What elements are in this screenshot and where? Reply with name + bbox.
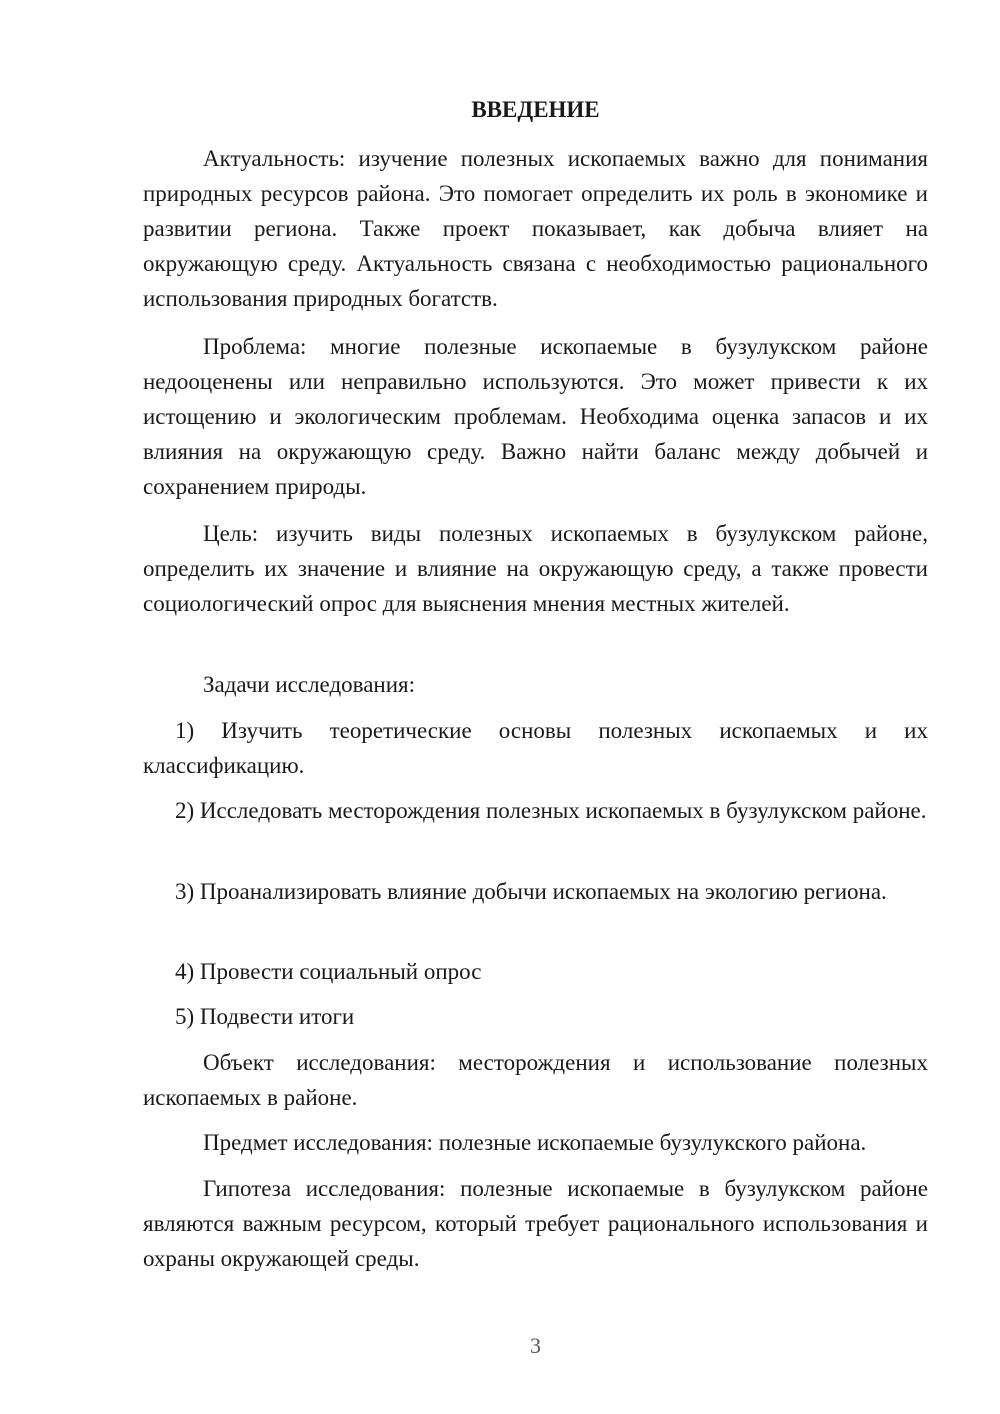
task-item-3: 3) Проанализировать влияние добычи ископаемых на экологию региона. — [175, 879, 887, 904]
task-item-5: 5) Подвести итоги — [175, 1004, 355, 1029]
paragraph-goal: Цель: изучить виды полезных ископаемых в бузулукском районе, определить их значение и влияние на окружающую среду, а также провести социологический опрос для выяснения мнения местных жителей. — [143, 521, 928, 616]
paragraph-subject: Предмет исследования: полезные ископаемые бузулукского района. — [203, 1130, 867, 1155]
task-item-1: 1) Изучить теоретические основы полезных ископаемых и их классификацию. — [143, 718, 928, 778]
paragraph-object: Объект исследования: месторождения и использование полезных ископаемых в районе. — [143, 1050, 928, 1110]
task-item-4: 4) Провести социальный опрос — [175, 959, 482, 984]
section-title: ВВЕДЕНИЕ — [471, 97, 600, 122]
task-item-2: 2) Исследовать месторождения полезных ископаемых в бузулукском районе. — [175, 798, 927, 823]
paragraph-hypothesis: Гипотеза исследования: полезные ископаемые в бузулукском районе являются важным ресурсом, который требует рационального использования и охраны окружающей среды. — [143, 1176, 928, 1271]
tasks-heading: Задачи исследования: — [203, 672, 416, 697]
page-number: 3 — [530, 1333, 541, 1358]
paragraph-relevance: Актуальность: изучение полезных ископаемых важно для понимания природных ресурсов района. Это помогает определить их роль в экономике и развитии региона. Также проект показывает, как добыча влияет на окружающую среду. Актуальность связана с необходимостью рационального использования природных богатств. — [143, 146, 928, 311]
paragraph-problem: Проблема: многие полезные ископаемые в бузулукском районе недооценены или неправильно используются. Это может привести к их истощению и экологическим проблемам. Необходима оценка запасов и их влияния на окружающую среду. Важно найти баланс между добычей и сохранением природы. — [143, 334, 928, 499]
